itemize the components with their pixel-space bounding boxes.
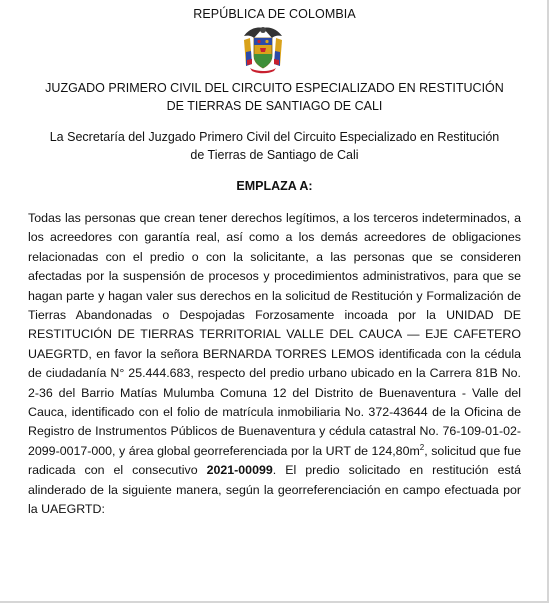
secretariat-line1: La Secretaría del Juzgado Primero Civil del Circuito Especializado en Restitución — [49, 130, 500, 144]
court-name-line2: DE TIERRAS DE SANTIAGO DE CALI — [166, 99, 383, 113]
court-name — [0, 79, 549, 115]
secretariat-line2: de Tierras de Santiago de Cali — [190, 148, 359, 162]
colombia-coat-of-arms-icon — [238, 24, 288, 74]
consecutive-number: 2021-00099 — [206, 463, 273, 478]
notice-body-part1: Todas las personas que crean tener derechos legítimos, a los terceros indeterminados, a los acreedores con garantía real, así como a los demás acreedores de obligaciones relacionadas con el predio o con la solicitante, a las personas que se consideren afectadas por la suspensión de procesos y procedimientos administrativos, para que se hagan parte y hagan valer sus derechos en la solicitud de Restitución y Formalización de Tierras Abandonadas o Despojadas Forzosamente incoada por la UNIDAD DE RESTITUCIÓN DE TIERRAS TERRITORIAL VALLE DEL CAUCA — EJE CAFETERO UAEGRTD, en favor la señora BERNARDA TORRES LEMOS identificada con la cédula de ciudadanía N° 25.444.683, respecto del predio urbano ubicado en la Carrera 81B No. 2-36 del Barrio Matías Mulumba Comuna 12 del Distrito de Buenaventura - Valle del Cauca, identificado con el folio de matrícula inmobiliaria No. 372-43644 de la Oficina de Registro de Instrumentos Públicos de Buenaventura y cédula catastral No. 76-109-01-02-2099-0017-000, y área global georreferenciada por la URT de 124,80m — [28, 211, 521, 458]
court-name-line1: JUZGADO PRIMERO CIVIL DEL CIRCUITO ESPECIALIZADO EN RESTITUCIÓN — [45, 81, 504, 95]
notice-body-part3: . El predio solicitado en restitución está alinderado de la siguiente manera, según la georreferenciación en campo efectuada por la UAEGRTD: — [28, 463, 521, 517]
secretariat-line — [0, 128, 549, 164]
republic-heading: REPÚBLICA DE COLOMBIA — [193, 7, 356, 21]
notice-heading: EMPLAZA A: — [236, 179, 313, 193]
notice-body — [28, 209, 521, 520]
notice-body-part2: , solicitud que fue radicada con el consecutivo — [28, 443, 521, 478]
area-superscript: 2 — [419, 442, 425, 452]
